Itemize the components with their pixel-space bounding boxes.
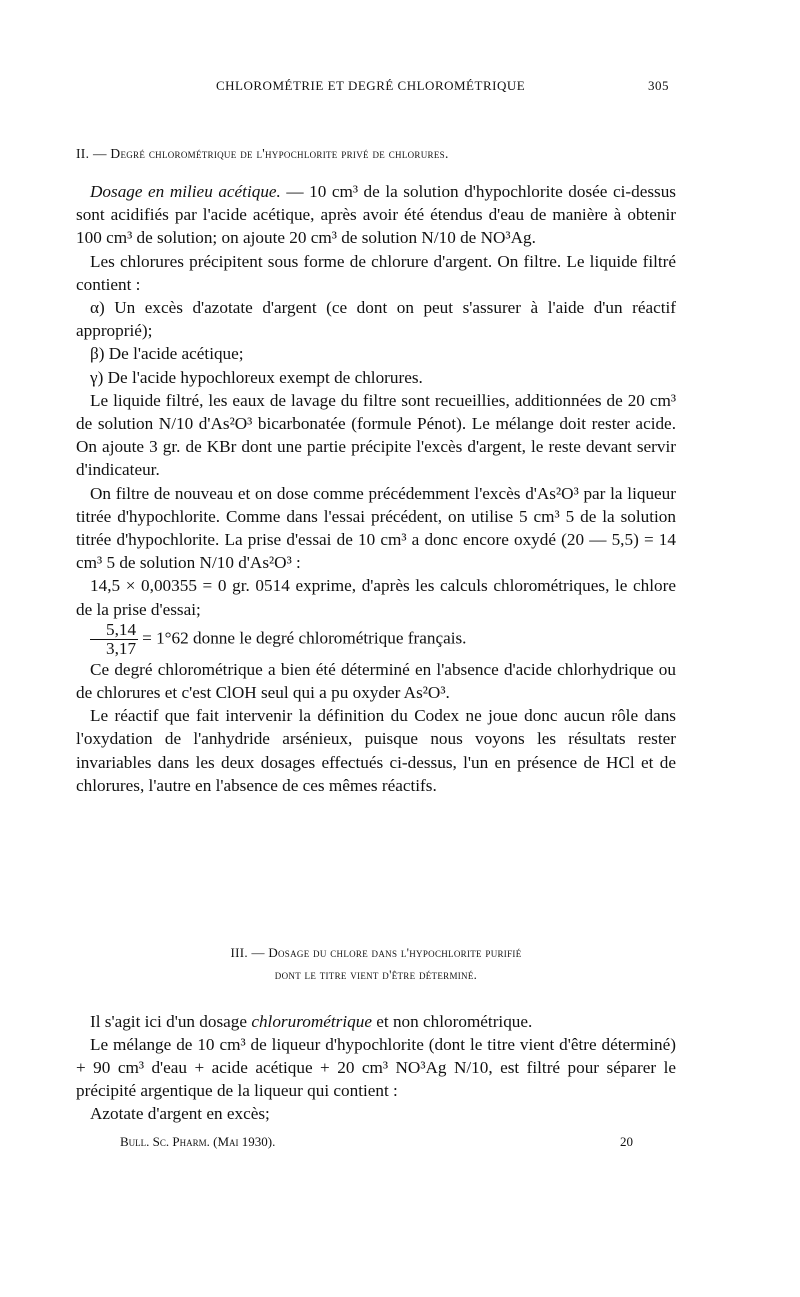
paragraph: Le mélange de 10 cm³ de liqueur d'hypochlorite (dont le titre vient d'être déterminé) + 90 cm³ d'eau + acide acétique + 20 cm³ NO³Ag N/10, est filtré pour séparer le précipité argentique de la liqueur qui contient : (76, 1035, 676, 1100)
paragraph-intro (76, 1010, 676, 1033)
paragraph: On filtre de nouveau et on dose comme précédemment l'excès d'As²O³ par la liqueur titrée d'hypochlorite. Comme dans l'essai précédent, on utilise 5 cm³ 5 de la solution titrée d'hypochlorite. La prise d'essai de 10 cm³ a donc encore oxydé (20 — 5,5) = 14 cm³ 5 de solution N/10 d'As²O³ : (76, 483, 676, 573)
paragraph: Le liquide filtré, les eaux de lavage du filtre sont recueillies, additionnées de 20 cm³ de solution N/10 d'As²O³ bicarbonatée (formule Pénot). Le mélange doit rester acide. On ajoute 3 gr. de KBr dont une partie précipite l'excès d'argent, le reste devant servir d'indicateur. (76, 390, 676, 480)
paragraph-text: — 10 cm³ de la solution d'hypochlorite dosée ci-dessus sont acidifiés par l'acide acétique, après avoir été étendus d'eau de manière à obtenir 100 cm³ de solution; on ajoute 20 cm³ de solution N/10 de NO³Ag. (76, 182, 676, 248)
section-3-heading-line-2: dont le titre vient d'être déterminé. (274, 967, 478, 982)
journal-reference: Bull. Sc. Pharm. (Mai 1930). (120, 1134, 276, 1149)
page-number: 305 (648, 78, 669, 93)
list-item-gamma: γ) De l'acide hypochloreux exempt de chlorures. (90, 367, 423, 387)
section-3-heading (76, 942, 676, 986)
paragraph-calculation: 14,5 × 0,00355 = 0 gr. 0514 exprime, d'après les calculs chlorométriques, le chlore de la prise d'essai; (76, 576, 676, 619)
list-item-alpha: α) Un excès d'azotate d'argent (ce dont on peut s'assurer à l'aide d'un réactif approprié); (76, 298, 676, 341)
sheet-number: 20 (620, 1134, 633, 1149)
section-2-body (76, 180, 676, 797)
fraction-line (76, 621, 676, 658)
paragraph: Ce degré chlorométrique a bien été déterminé en l'absence d'acide chlorhydrique ou de chlorures et c'est ClOH seul qui a pu oxyder As²O³. (76, 659, 676, 703)
section-3-heading-line-1: III. — Dosage du chlore dans l'hypochlorite purifié (230, 945, 522, 960)
list-item-beta: β) De l'acide acétique; (90, 344, 244, 364)
fraction-numerator: 5,14 (90, 621, 138, 640)
section-3-body (76, 1010, 676, 1125)
fraction-denominator: 3,17 (106, 638, 137, 658)
paragraph-text: et non chlorométrique. (371, 1012, 533, 1031)
fraction-result-text: = 1°62 donne le degré chlorométrique français. (142, 628, 467, 648)
section-2-heading: II. — Degré chlorométrique de l'hypochlorite privé de chlorures. (76, 146, 449, 161)
fraction (90, 621, 138, 658)
running-title: CHLOROMÉTRIE ET DEGRÉ CHLOROMÉTRIQUE (216, 78, 526, 93)
paragraph: Azotate d'argent en excès; (90, 1104, 270, 1123)
paragraph: Le réactif que fait intervenir la définition du Codex ne joue donc aucun rôle dans l'oxydation de l'anhydride arsénieux, puisque nous voyons les résultats rester invariables dans les deux dosages effectués ci-dessus, l'un en présence de HCl et de chlorures, l'autre en l'absence de ces mêmes réactifs. (76, 706, 676, 795)
paragraph-text: Il s'agit ici d'un dosage (90, 1012, 252, 1031)
paragraph-dosage-acetique (76, 180, 676, 250)
paragraph-lead-italic: Dosage en milieu acétique. (90, 182, 281, 201)
italic-term: chlorurométrique (251, 1012, 372, 1031)
paragraph: Les chlorures précipitent sous forme de chlorure d'argent. On filtre. Le liquide filtré contient : (76, 251, 676, 294)
